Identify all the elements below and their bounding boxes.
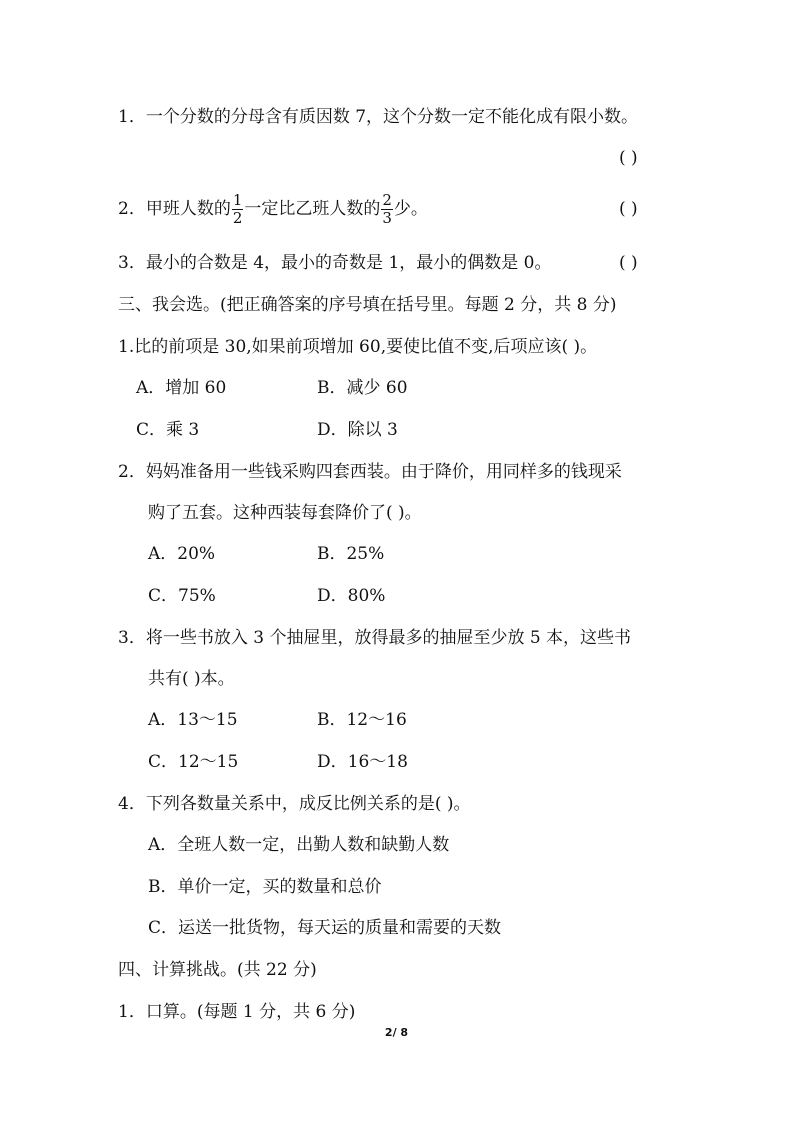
choice-q2-option-d: D．80% [317,586,386,606]
judge-q2-middle: 一定比乙班人数的 [244,199,381,219]
choice-q4-text: 4．下列各数量关系中，成反比例关系的是( )。 [118,794,471,814]
page-number: 2/ 8 [384,1026,409,1039]
judge-q1-text: 1．一个分数的分母含有质因数 7，这个分数一定不能化成有限小数。 [118,107,639,127]
choice-q2-option-b: B．25% [317,544,385,564]
judge-q3-answer-blank[interactable]: ( ) [619,253,638,273]
choice-q1-option-b: B．减少 60 [317,378,408,398]
fraction-denominator: 2 [232,209,243,227]
section-4-heading: 四、计算挑战。(共 22 分) [118,960,317,980]
judge-q1-answer-blank[interactable]: ( ) [619,148,638,168]
choice-q3-text-line2: 共有( )本。 [148,669,235,689]
choice-q4-option-c: C．运送一批货物，每天运的质量和需要的天数 [148,918,502,938]
choice-q1-text: 1.比的前项是 30,如果前项增加 60,要使比值不变,后项应该( )。 [118,337,598,357]
judge-q2-text [118,186,428,232]
calc-q1-text: 1．口算。(每题 1 分，共 6 分) [118,1002,356,1022]
choice-q3-option-b: B．12～16 [317,710,407,730]
choice-q1-option-d: D．除以 3 [317,420,398,440]
fraction-numerator: 2 [382,191,392,209]
choice-q2-option-c: C．75% [148,586,216,606]
choice-q2-text-line1: 2．妈妈准备用一些钱采购四套西装。由于降价，用同样多的钱现采 [118,462,622,482]
choice-q1-option-c: C．乘 3 [136,420,200,440]
choice-q3-option-d: D．16～18 [317,752,408,772]
section-3-heading: 三、我会选。(把正确答案的序号填在括号里。每题 2 分，共 8 分) [118,295,617,315]
judge-q3-text: 3．最小的合数是 4，最小的奇数是 1，最小的偶数是 0。 [118,253,552,273]
choice-q4-option-b: B．单价一定，买的数量和总价 [148,877,382,897]
judge-q2-answer-blank[interactable]: ( ) [619,199,638,219]
choice-q4-option-a: A．全班人数一定，出勤人数和缺勤人数 [148,835,450,855]
fraction-two-thirds [381,192,393,227]
choice-q2-text-line2: 购了五套。这种西装每套降价了( )。 [148,503,422,523]
judge-q2-suffix: 少。 [393,199,428,219]
fraction-one-half [232,192,244,227]
choice-q2-option-a: A．20% [148,544,216,564]
choice-q1-option-a: A．增加 60 [136,378,227,398]
choice-q3-option-c: C．12～15 [148,752,239,772]
fraction-numerator: 1 [232,191,243,209]
fraction-denominator: 3 [382,209,392,227]
choice-q3-text-line1: 3．将一些书放入 3 个抽屉里，放得最多的抽屉至少放 5 本，这些书 [118,628,632,648]
choice-q3-option-a: A．13～15 [148,710,238,730]
judge-q2-prefix: 2．甲班人数的 [118,199,231,219]
